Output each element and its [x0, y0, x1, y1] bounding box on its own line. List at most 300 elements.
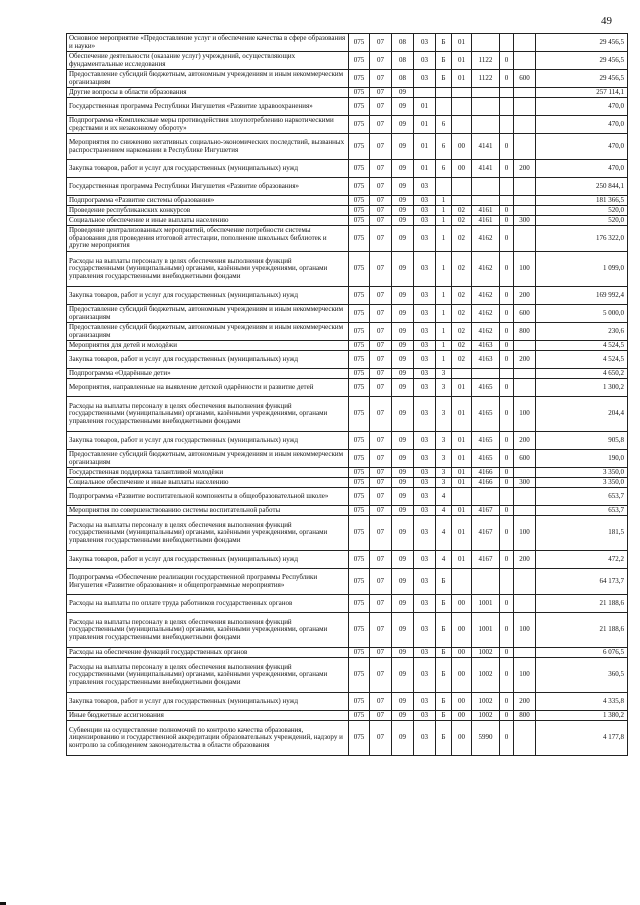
row-measure-code: 00 — [452, 693, 472, 711]
row-section-code: 07 — [370, 569, 392, 595]
row-subsection-code: 09 — [392, 516, 414, 551]
row-expense-type-code — [514, 98, 536, 116]
row-program-code: 03 — [414, 397, 436, 432]
row-program-code: 03 — [414, 516, 436, 551]
row-name: Мероприятия по снижению негативных социально-экономических последствий, вызванных распространением наркомании в Республике Ингушетия — [67, 134, 349, 160]
row-direction-suffix — [500, 569, 514, 595]
row-measure-code: 02 — [452, 305, 472, 323]
row-grbs-code: 075 — [349, 178, 370, 196]
row-direction-suffix: 0 — [500, 693, 514, 711]
table-row — [67, 468, 628, 478]
row-direction-code — [472, 369, 500, 379]
table-row — [67, 206, 628, 216]
row-expense-type-code: 200 — [514, 432, 536, 450]
row-expense-type-code: 100 — [514, 397, 536, 432]
row-measure-code: 00 — [452, 711, 472, 721]
row-amount: 520,0 — [536, 206, 628, 216]
row-program-code: 03 — [414, 613, 436, 648]
row-subsection-code: 09 — [392, 160, 414, 178]
row-grbs-code: 075 — [349, 116, 370, 134]
row-section-code: 07 — [370, 252, 392, 287]
row-subsection-code: 09 — [392, 98, 414, 116]
row-amount: 29 456,5 — [536, 34, 628, 52]
table-row — [67, 569, 628, 595]
row-amount: 230,6 — [536, 323, 628, 341]
row-subprogram-code: 4 — [436, 488, 452, 506]
row-grbs-code: 075 — [349, 341, 370, 351]
row-amount: 470,0 — [536, 134, 628, 160]
row-measure-code: 02 — [452, 226, 472, 252]
row-name: Закупка товаров, работ и услуг для государственных (муниципальных) нужд — [67, 693, 349, 711]
row-subprogram-code: Б — [436, 721, 452, 756]
row-direction-code: 5990 — [472, 721, 500, 756]
row-amount: 169 992,4 — [536, 287, 628, 305]
row-direction-suffix: 0 — [500, 323, 514, 341]
row-section-code: 07 — [370, 98, 392, 116]
row-grbs-code: 075 — [349, 478, 370, 488]
row-grbs-code: 075 — [349, 468, 370, 478]
row-subprogram-code: Б — [436, 711, 452, 721]
row-direction-code: 1122 — [472, 70, 500, 88]
row-program-code: 03 — [414, 305, 436, 323]
row-name: Другие вопросы в области образования — [67, 88, 349, 98]
row-section-code: 07 — [370, 488, 392, 506]
row-amount: 64 173,7 — [536, 569, 628, 595]
row-name: Подпрограмма «Развитие воспитательной компоненты в общеобразовательной школе» — [67, 488, 349, 506]
row-name: Основное мероприятие «Предоставление услуг и обеспечение качества в сфере образования и науки» — [67, 34, 349, 52]
row-program-code: 03 — [414, 351, 436, 369]
row-name: Подпрограмма «Одарённые дети» — [67, 369, 349, 379]
row-expense-type-code — [514, 488, 536, 506]
row-direction-suffix — [500, 196, 514, 206]
row-measure-code: 01 — [452, 551, 472, 569]
row-name: Предоставление субсидий бюджетным, автономным учреждениям и иным некоммерческим организациям — [67, 70, 349, 88]
row-subprogram-code — [436, 98, 452, 116]
row-section-code: 07 — [370, 196, 392, 206]
row-amount: 190,0 — [536, 450, 628, 468]
row-expense-type-code — [514, 648, 536, 658]
table-row — [67, 34, 628, 52]
row-expense-type-code: 100 — [514, 613, 536, 648]
row-section-code: 07 — [370, 595, 392, 613]
row-direction-code: 4163 — [472, 341, 500, 351]
row-program-code: 03 — [414, 216, 436, 226]
row-program-code: 03 — [414, 206, 436, 216]
row-direction-code — [472, 178, 500, 196]
row-name: Закупка товаров, работ и услуг для государственных (муниципальных) нужд — [67, 551, 349, 569]
row-subsection-code: 09 — [392, 506, 414, 516]
row-direction-code — [472, 196, 500, 206]
table-row — [67, 52, 628, 70]
row-section-code: 07 — [370, 369, 392, 379]
row-measure-code: 02 — [452, 341, 472, 351]
row-subsection-code: 09 — [392, 488, 414, 506]
row-direction-code: 1122 — [472, 52, 500, 70]
row-measure-code: 00 — [452, 595, 472, 613]
row-measure-code: 01 — [452, 468, 472, 478]
table-row — [67, 506, 628, 516]
row-section-code: 07 — [370, 52, 392, 70]
row-name: Расходы на обеспечение функций государственных органов — [67, 648, 349, 658]
row-direction-code: 4165 — [472, 432, 500, 450]
row-subprogram-code: 1 — [436, 305, 452, 323]
row-program-code: 01 — [414, 98, 436, 116]
table-row — [67, 134, 628, 160]
row-grbs-code: 075 — [349, 721, 370, 756]
row-amount: 4 524,5 — [536, 351, 628, 369]
row-program-code: 03 — [414, 196, 436, 206]
row-section-code: 07 — [370, 468, 392, 478]
budget-table — [66, 33, 628, 756]
row-expense-type-code: 200 — [514, 551, 536, 569]
row-name: Проведение республиканских конкурсов — [67, 206, 349, 216]
row-subsection-code: 09 — [392, 693, 414, 711]
row-direction-suffix: 0 — [500, 468, 514, 478]
row-name: Мероприятия, направленные на выявление детской одарённости и развитие детей — [67, 379, 349, 397]
row-name: Иные бюджетные ассигнования — [67, 711, 349, 721]
row-direction-code: 4167 — [472, 516, 500, 551]
table-row — [67, 226, 628, 252]
row-amount: 520,0 — [536, 216, 628, 226]
table-row — [67, 693, 628, 711]
row-program-code: 03 — [414, 721, 436, 756]
row-grbs-code: 075 — [349, 305, 370, 323]
row-direction-code: 4166 — [472, 478, 500, 488]
row-expense-type-code — [514, 369, 536, 379]
row-name: Государственная поддержка талантливой молодёжи — [67, 468, 349, 478]
row-program-code — [414, 88, 436, 98]
row-amount: 1 300,2 — [536, 379, 628, 397]
row-name: Подпрограмма «Развитие системы образования» — [67, 196, 349, 206]
row-direction-suffix: 0 — [500, 432, 514, 450]
row-program-code: 03 — [414, 468, 436, 478]
row-name: Предоставление субсидий бюджетным, автономным учреждениям и иным некоммерческим организациям — [67, 305, 349, 323]
row-program-code: 01 — [414, 160, 436, 178]
row-measure-code: 01 — [452, 397, 472, 432]
row-subprogram-code — [436, 88, 452, 98]
table-row — [67, 351, 628, 369]
row-amount: 250 844,1 — [536, 178, 628, 196]
row-measure-code: 00 — [452, 658, 472, 693]
row-section-code: 07 — [370, 216, 392, 226]
row-expense-type-code: 600 — [514, 70, 536, 88]
row-section-code: 07 — [370, 34, 392, 52]
row-subsection-code: 09 — [392, 379, 414, 397]
row-grbs-code: 075 — [349, 506, 370, 516]
row-direction-suffix: 0 — [500, 351, 514, 369]
row-subprogram-code: Б — [436, 595, 452, 613]
row-grbs-code: 075 — [349, 160, 370, 178]
row-program-code: 03 — [414, 178, 436, 196]
row-section-code: 07 — [370, 478, 392, 488]
row-grbs-code: 075 — [349, 613, 370, 648]
row-section-code: 07 — [370, 506, 392, 516]
row-measure-code: 00 — [452, 613, 472, 648]
row-measure-code — [452, 116, 472, 134]
row-subprogram-code: 3 — [436, 369, 452, 379]
row-direction-suffix: 0 — [500, 506, 514, 516]
row-expense-type-code: 200 — [514, 693, 536, 711]
row-subsection-code: 09 — [392, 206, 414, 216]
table-row — [67, 252, 628, 287]
row-subsection-code: 09 — [392, 432, 414, 450]
row-section-code: 07 — [370, 160, 392, 178]
row-section-code: 07 — [370, 721, 392, 756]
row-amount: 257 114,1 — [536, 88, 628, 98]
row-section-code: 07 — [370, 613, 392, 648]
row-expense-type-code: 800 — [514, 323, 536, 341]
row-direction-code: 4167 — [472, 551, 500, 569]
row-direction-suffix: 0 — [500, 52, 514, 70]
row-subsection-code: 09 — [392, 116, 414, 134]
row-subsection-code: 09 — [392, 252, 414, 287]
row-section-code: 07 — [370, 178, 392, 196]
row-measure-code: 00 — [452, 648, 472, 658]
row-expense-type-code — [514, 116, 536, 134]
row-direction-code — [472, 569, 500, 595]
table-row — [67, 305, 628, 323]
row-subsection-code: 09 — [392, 450, 414, 468]
row-amount: 470,0 — [536, 160, 628, 178]
row-program-code: 03 — [414, 569, 436, 595]
row-expense-type-code — [514, 341, 536, 351]
row-measure-code — [452, 488, 472, 506]
row-amount: 4 177,8 — [536, 721, 628, 756]
row-expense-type-code — [514, 468, 536, 478]
row-direction-code: 4165 — [472, 397, 500, 432]
row-subsection-code: 09 — [392, 595, 414, 613]
row-direction-suffix: 0 — [500, 70, 514, 88]
row-program-code: 03 — [414, 379, 436, 397]
table-row — [67, 160, 628, 178]
row-direction-code — [472, 88, 500, 98]
row-amount: 29 456,5 — [536, 70, 628, 88]
row-section-code: 07 — [370, 134, 392, 160]
row-expense-type-code: 800 — [514, 711, 536, 721]
row-measure-code: 02 — [452, 216, 472, 226]
row-expense-type-code — [514, 178, 536, 196]
row-amount: 176 322,0 — [536, 226, 628, 252]
row-subsection-code: 09 — [392, 323, 414, 341]
row-grbs-code: 075 — [349, 88, 370, 98]
row-subprogram-code: Б — [436, 648, 452, 658]
row-section-code: 07 — [370, 116, 392, 134]
row-name: Расходы на выплаты персоналу в целях обеспечения выполнения функций государственными (муниципальными) органами, казёнными учреждениями, органами управления государственными внебюджетными фондами — [67, 397, 349, 432]
row-name: Закупка товаров, работ и услуг для государственных (муниципальных) нужд — [67, 287, 349, 305]
row-measure-code: 01 — [452, 52, 472, 70]
row-subprogram-code: 3 — [436, 468, 452, 478]
row-subsection-code: 09 — [392, 305, 414, 323]
row-direction-suffix: 0 — [500, 450, 514, 468]
row-subprogram-code: Б — [436, 52, 452, 70]
row-amount: 653,7 — [536, 488, 628, 506]
row-measure-code: 01 — [452, 478, 472, 488]
row-program-code: 03 — [414, 551, 436, 569]
row-direction-suffix — [500, 88, 514, 98]
row-direction-code: 4162 — [472, 226, 500, 252]
row-program-code: 03 — [414, 323, 436, 341]
row-section-code: 07 — [370, 379, 392, 397]
row-amount: 5 000,0 — [536, 305, 628, 323]
row-amount: 3 350,0 — [536, 468, 628, 478]
row-direction-suffix: 0 — [500, 721, 514, 756]
row-section-code: 07 — [370, 516, 392, 551]
row-name: Социальное обеспечение и иные выплаты населению — [67, 478, 349, 488]
row-subsection-code: 09 — [392, 341, 414, 351]
row-direction-suffix: 0 — [500, 379, 514, 397]
row-name: Закупка товаров, работ и услуг для государственных (муниципальных) нужд — [67, 351, 349, 369]
row-direction-suffix — [500, 98, 514, 116]
row-expense-type-code: 200 — [514, 160, 536, 178]
row-direction-suffix — [500, 34, 514, 52]
row-name: Предоставление субсидий бюджетным, автономным учреждениям и иным некоммерческим организациям — [67, 450, 349, 468]
row-direction-code: 4141 — [472, 134, 500, 160]
row-direction-code: 4162 — [472, 252, 500, 287]
row-program-code: 03 — [414, 252, 436, 287]
row-subsection-code: 08 — [392, 52, 414, 70]
row-expense-type-code — [514, 721, 536, 756]
row-amount: 472,2 — [536, 551, 628, 569]
row-section-code: 07 — [370, 450, 392, 468]
row-direction-suffix: 0 — [500, 160, 514, 178]
row-expense-type-code — [514, 134, 536, 160]
row-grbs-code: 075 — [349, 488, 370, 506]
row-program-code: 03 — [414, 488, 436, 506]
row-measure-code: 01 — [452, 70, 472, 88]
table-row — [67, 721, 628, 756]
row-program-code: 03 — [414, 658, 436, 693]
row-measure-code — [452, 88, 472, 98]
row-subsection-code: 09 — [392, 88, 414, 98]
row-subsection-code: 09 — [392, 351, 414, 369]
row-direction-suffix: 0 — [500, 252, 514, 287]
row-subsection-code: 09 — [392, 178, 414, 196]
row-subsection-code: 09 — [392, 196, 414, 206]
row-section-code: 07 — [370, 70, 392, 88]
row-name: Расходы на выплаты персоналу в целях обеспечения выполнения функций государственными (муниципальными) органами, казёнными учреждениями, органами управления государственными внебюджетными фондами — [67, 516, 349, 551]
row-measure-code — [452, 569, 472, 595]
row-program-code: 03 — [414, 341, 436, 351]
table-row — [67, 196, 628, 206]
row-grbs-code: 075 — [349, 351, 370, 369]
row-direction-suffix: 0 — [500, 397, 514, 432]
row-expense-type-code: 100 — [514, 252, 536, 287]
row-program-code: 03 — [414, 693, 436, 711]
row-amount: 905,8 — [536, 432, 628, 450]
row-direction-code: 1002 — [472, 693, 500, 711]
row-grbs-code: 075 — [349, 693, 370, 711]
row-grbs-code: 075 — [349, 397, 370, 432]
row-section-code: 07 — [370, 551, 392, 569]
row-subsection-code: 09 — [392, 468, 414, 478]
row-subsection-code: 09 — [392, 711, 414, 721]
row-measure-code: 00 — [452, 721, 472, 756]
row-direction-suffix: 0 — [500, 226, 514, 252]
table-row — [67, 216, 628, 226]
row-direction-code: 4167 — [472, 506, 500, 516]
row-subsection-code: 09 — [392, 613, 414, 648]
row-direction-code: 4162 — [472, 305, 500, 323]
row-subprogram-code: 1 — [436, 323, 452, 341]
table-row — [67, 379, 628, 397]
row-expense-type-code — [514, 379, 536, 397]
row-measure-code: 01 — [452, 432, 472, 450]
row-amount: 4 524,5 — [536, 341, 628, 351]
row-section-code: 07 — [370, 351, 392, 369]
row-section-code: 07 — [370, 648, 392, 658]
row-section-code: 07 — [370, 305, 392, 323]
row-direction-code: 4141 — [472, 160, 500, 178]
row-subsection-code: 09 — [392, 216, 414, 226]
table-row — [67, 88, 628, 98]
table-row — [67, 658, 628, 693]
row-amount: 653,7 — [536, 506, 628, 516]
table-row — [67, 711, 628, 721]
table-row — [67, 516, 628, 551]
row-subprogram-code: 6 — [436, 160, 452, 178]
row-subprogram-code: 3 — [436, 397, 452, 432]
row-subprogram-code: 1 — [436, 252, 452, 287]
row-subprogram-code: 6 — [436, 116, 452, 134]
row-section-code: 07 — [370, 693, 392, 711]
row-direction-code: 1002 — [472, 648, 500, 658]
row-section-code: 07 — [370, 658, 392, 693]
table-row — [67, 178, 628, 196]
table-row — [67, 551, 628, 569]
row-name: Социальное обеспечение и иные выплаты населению — [67, 216, 349, 226]
row-expense-type-code: 600 — [514, 305, 536, 323]
row-direction-code: 1002 — [472, 658, 500, 693]
row-name: Государственная программа Республики Ингушетия «Развитие образования» — [67, 178, 349, 196]
row-measure-code — [452, 369, 472, 379]
row-name: Мероприятия по совершенствованию системы воспитательной работы — [67, 506, 349, 516]
row-program-code: 03 — [414, 595, 436, 613]
row-amount: 21 188,6 — [536, 613, 628, 648]
table-row — [67, 323, 628, 341]
row-amount: 6 076,5 — [536, 648, 628, 658]
row-direction-suffix: 0 — [500, 478, 514, 488]
row-name: Расходы на выплаты персоналу в целях обеспечения выполнения функций государственными (муниципальными) органами, казёнными учреждениями, органами управления государственными внебюджетными фондами — [67, 252, 349, 287]
row-direction-suffix: 0 — [500, 206, 514, 216]
row-expense-type-code: 300 — [514, 478, 536, 488]
row-grbs-code: 075 — [349, 379, 370, 397]
table-row — [67, 450, 628, 468]
row-amount: 181 366,5 — [536, 196, 628, 206]
row-direction-suffix — [500, 488, 514, 506]
row-amount: 29 456,5 — [536, 52, 628, 70]
row-subsection-code: 09 — [392, 569, 414, 595]
row-grbs-code: 075 — [349, 323, 370, 341]
table-row — [67, 648, 628, 658]
row-name: Субвенции на осуществление полномочий по контролю качества образования, лицензированию и государственной аккредитации образовательных учреждений, надзору и контролю за соблюдением законодательства в области образования — [67, 721, 349, 756]
row-measure-code: 02 — [452, 351, 472, 369]
row-expense-type-code — [514, 506, 536, 516]
row-measure-code — [452, 178, 472, 196]
row-program-code: 03 — [414, 648, 436, 658]
row-program-code: 03 — [414, 287, 436, 305]
table-row — [67, 432, 628, 450]
row-grbs-code: 075 — [349, 658, 370, 693]
row-grbs-code: 075 — [349, 432, 370, 450]
table-row — [67, 488, 628, 506]
row-grbs-code: 075 — [349, 252, 370, 287]
row-measure-code: 01 — [452, 506, 472, 516]
table-row — [67, 595, 628, 613]
row-amount: 470,0 — [536, 98, 628, 116]
row-grbs-code: 075 — [349, 34, 370, 52]
row-subsection-code: 09 — [392, 648, 414, 658]
row-expense-type-code: 600 — [514, 450, 536, 468]
